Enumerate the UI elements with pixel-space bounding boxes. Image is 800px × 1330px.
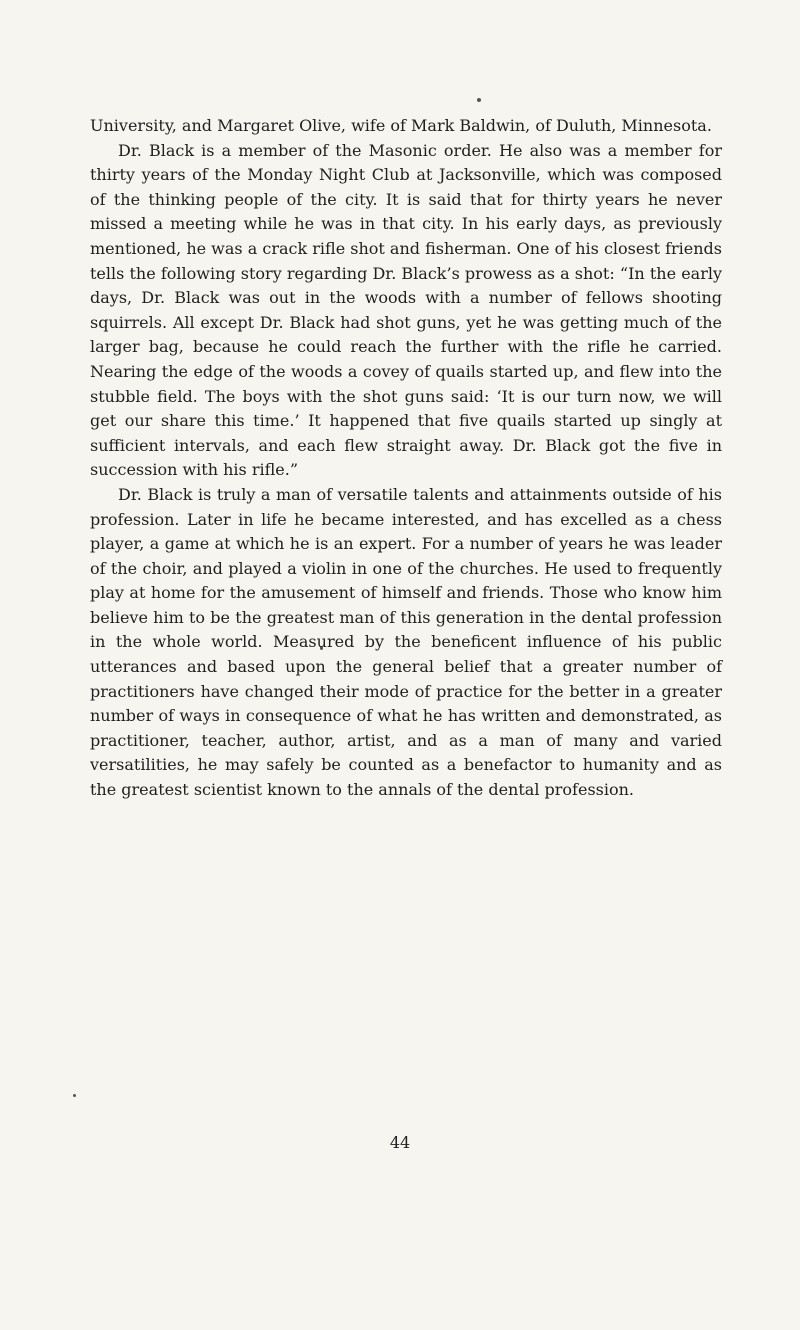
print-speck xyxy=(73,1094,76,1097)
print-speck xyxy=(477,98,481,102)
paragraph-2: Dr. Black is a member of the Masonic order. He also was a member for thirty years of the Monday Night Club at Jacksonville, which was composed of the thinking people of the city. It is said that for thirty years he never missed a meeting while he was in that city. In his early days, as previously mentioned, he was a crack rifle shot and fisherman. One of his closest friends tells the following story regarding Dr. Black’s prowess as a shot: “In the early days, Dr. Black was out in the woods with a number of fellows shooting squirrels. All except Dr. Black had shot guns, yet he was getting much of the larger bag, because he could reach the further with the rifle he carried. Nearing the edge of the woods a covey of quails started up, and flew into the stubble field. The boys with the shot guns said: ‘It is our turn now, we will get our share this time.’ It happened that five quails started up singly at sufficient intervals, and each flew straight away. Dr. Black got the five in succession with his rifle.” xyxy=(90,140,722,480)
body-text xyxy=(90,114,722,803)
paragraph-3: Dr. Black is truly a man of versatile talents and attainments outside of his profession. Later in life he became interested, and has excelled as a chess player, a game at which he is an expert. For a number of years he was leader of the choir, and played a violin in one of the churches. He used to frequently play at home for the amusement of himself and friends. Those who know him believe him to be the greatest man of this generation in the dental profession in the whole world. Measured by the beneficent influence of his public utterances and based upon the general belief that a greater number of practitioners have changed their mode of practice for the better in a greater number of ways in consequence of what he has written and demonstrated, as practitioner, teacher, author, artist, and as a man of many and varied versatilities, he may safely be counted as a benefactor to humanity and as the greatest scientist known to the annals of the dental profession. xyxy=(90,484,722,800)
paragraph-1: University, and Margaret Olive, wife of Mark Baldwin, of Duluth, Minnesota. xyxy=(90,116,712,135)
page-number: 44 xyxy=(389,1133,411,1152)
